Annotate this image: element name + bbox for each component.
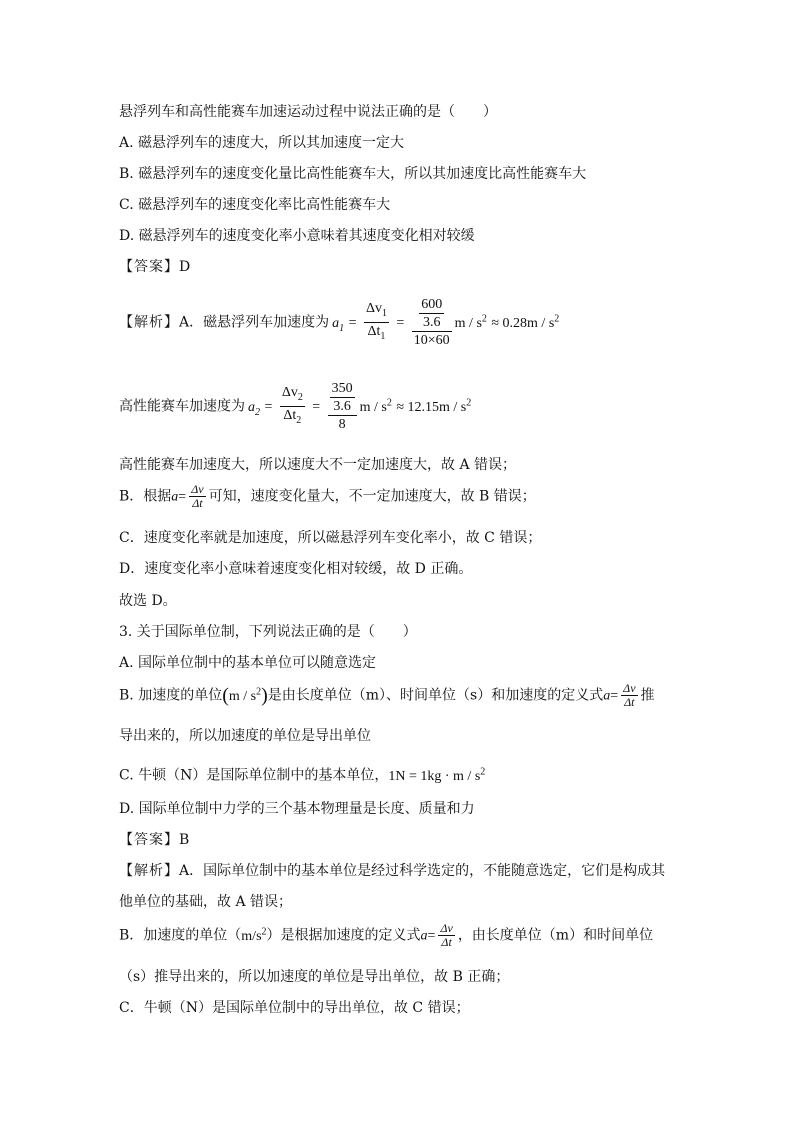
question-2-analysis-a-line2: 高性能赛车加速度为 $a_2$ = $\frac{\Delta v_2}{\Delta t_2}$ = $\frac{\frac{350}{3.6}}{8}$ $m / s^2 \approx 12.15m / s^2$ (119, 381, 472, 432)
question-3-analysis-b-line2: （s）推导出来的，所以加速度的单位是导出单位，故 B 正确； (119, 969, 510, 985)
answer-value: D (179, 259, 191, 275)
analysis-b-formula-fraction: $\frac{\Delta v}{\Delta t}$ (440, 921, 453, 949)
eq1-approx: ≈ $0.28m / s^2$ (491, 312, 560, 331)
b-formula-fraction: $\frac{\Delta v}{\Delta t}$ (191, 482, 204, 510)
question-2-option-a: A. 磁悬浮列车的速度大，所以其加速度一定大 (119, 135, 405, 151)
question-2-analysis-c: C．速度变化率就是加速度，所以磁悬浮列车变化率小，故 C 错误； (119, 530, 542, 546)
eq2-lhs: $a_2$ (248, 399, 260, 418)
analysis-a-line2-prefix: 高性能赛车加速度为 (119, 398, 245, 415)
question-3-answer (119, 830, 189, 850)
question-3-option-b-line1: B. 加速度的单位$(m / s^2)$是由长度单位（m）、时间单位（s）和加速度的定义式a= $\frac{\Delta v}{\Delta t}$ 推 (119, 681, 655, 709)
analysis-tag: 【解析】 (119, 314, 179, 331)
question-2-option-d: D. 磁悬浮列车的速度变化率小意味着其速度变化相对较缓 (119, 228, 475, 244)
answer-value: B (179, 832, 190, 848)
question-2-option-c: C. 磁悬浮列车的速度变化率比高性能赛车大 (119, 197, 391, 213)
option-c-formula: $1N = 1kg \cdot m / s^2$ (388, 766, 486, 784)
question-3-analysis-c: C．牛顿（N）是国际单位制中的导出单位，故 C 错误； (119, 1000, 470, 1016)
question-2-answer (119, 257, 190, 277)
eq2-value-fraction: $\frac{\frac{350}{3.6}}{8}$ (328, 380, 357, 433)
question-3-stem: 3. 关于国际单位制，下列说法正确的是（ ） (119, 624, 417, 640)
eq1-unit: m / $s^2$ (454, 312, 487, 331)
question-2-stem: 悬浮列车和高性能赛车加速运动过程中说法正确的是（ ） (119, 104, 497, 120)
analysis-b-unit: $m/s^2$ (241, 925, 267, 944)
eq2-approx: ≈ $12.15m / s^2$ (396, 396, 472, 415)
analysis-a-prefix: A．磁悬浮列车加速度为 (179, 314, 330, 331)
question-2-analysis-a-conclusion: 高性能赛车加速度大，所以速度大不一定加速度大，故 A 错误； (119, 457, 517, 473)
question-3-analysis-b-line1: B．加速度的单位$(m/s^2)$是根据加速度的定义式a= $\frac{\Delta v}{\Delta t}$ ，由长度单位（m）和时间单位 (119, 921, 654, 949)
eq2-delta-fraction: $\frac{\Delta v_2}{\Delta t_2}$ (281, 385, 303, 426)
question-3-analysis-a-line1: 【解析】A．国际单位制中的基本单位是经过科学选定的，不能随意选定，它们是构成其 (119, 863, 666, 879)
eq1-value-fraction: $\frac{\frac{600}{3.6}}{10\times 60}$ (413, 297, 450, 348)
answer-tag: 【答案】 (119, 832, 179, 848)
question-2-analysis-d: D．速度变化率小意味着速度变化相对较缓，故 D 正确。 (119, 561, 473, 577)
question-3-analysis-a-line2: 他单位的基础，故 A 错误； (119, 894, 293, 910)
question-2-analysis-a-line1: 【解析】A．磁悬浮列车加速度为 $a_1$ = $\frac{\Delta v_1}{\Delta t_1}$ = $\frac{\frac{600}{3.6}}{10\times 60}$ $m / s^2 \approx 0.28m / s^2$ (119, 297, 560, 348)
answer-tag: 【答案】 (119, 259, 179, 275)
question-2-option-b: B. 磁悬浮列车的速度变化量比高性能赛车大，所以其加速度比高性能赛车大 (119, 166, 587, 182)
eq1-lhs: $a_1$ (332, 315, 345, 334)
question-3-option-b-line2: 导出来的，所以加速度的单位是导出单位 (119, 728, 371, 744)
option-b-formula-fraction: $\frac{\Delta v}{\Delta t}$ (623, 681, 636, 709)
question-3-option-c: C. 牛顿（N）是国际单位制中的基本单位，$1N = 1kg \cdot m / s^2$ (119, 766, 486, 784)
question-3-option-d: D. 国际单位制中力学的三个基本物理量是长度、质量和力 (119, 801, 475, 817)
question-2-conclusion: 故选 D。 (119, 593, 177, 609)
eq2-unit: m / $s^2$ (359, 396, 392, 415)
question-2-analysis-b: B．根据a= $\frac{\Delta v}{\Delta t}$ 可知，速度变化量大，不一定加速度大，故 B 错误； (119, 482, 536, 510)
option-b-unit: m / $s^2$ (228, 685, 262, 704)
b-formula-lhs: a (171, 489, 179, 505)
eq1-delta-fraction: $\frac{\Delta v_1}{\Delta t_1}$ (365, 301, 387, 342)
question-3-option-a: A. 国际单位制中的基本单位可以随意选定 (119, 655, 377, 671)
analysis-tag: 【解析】 (119, 863, 179, 879)
